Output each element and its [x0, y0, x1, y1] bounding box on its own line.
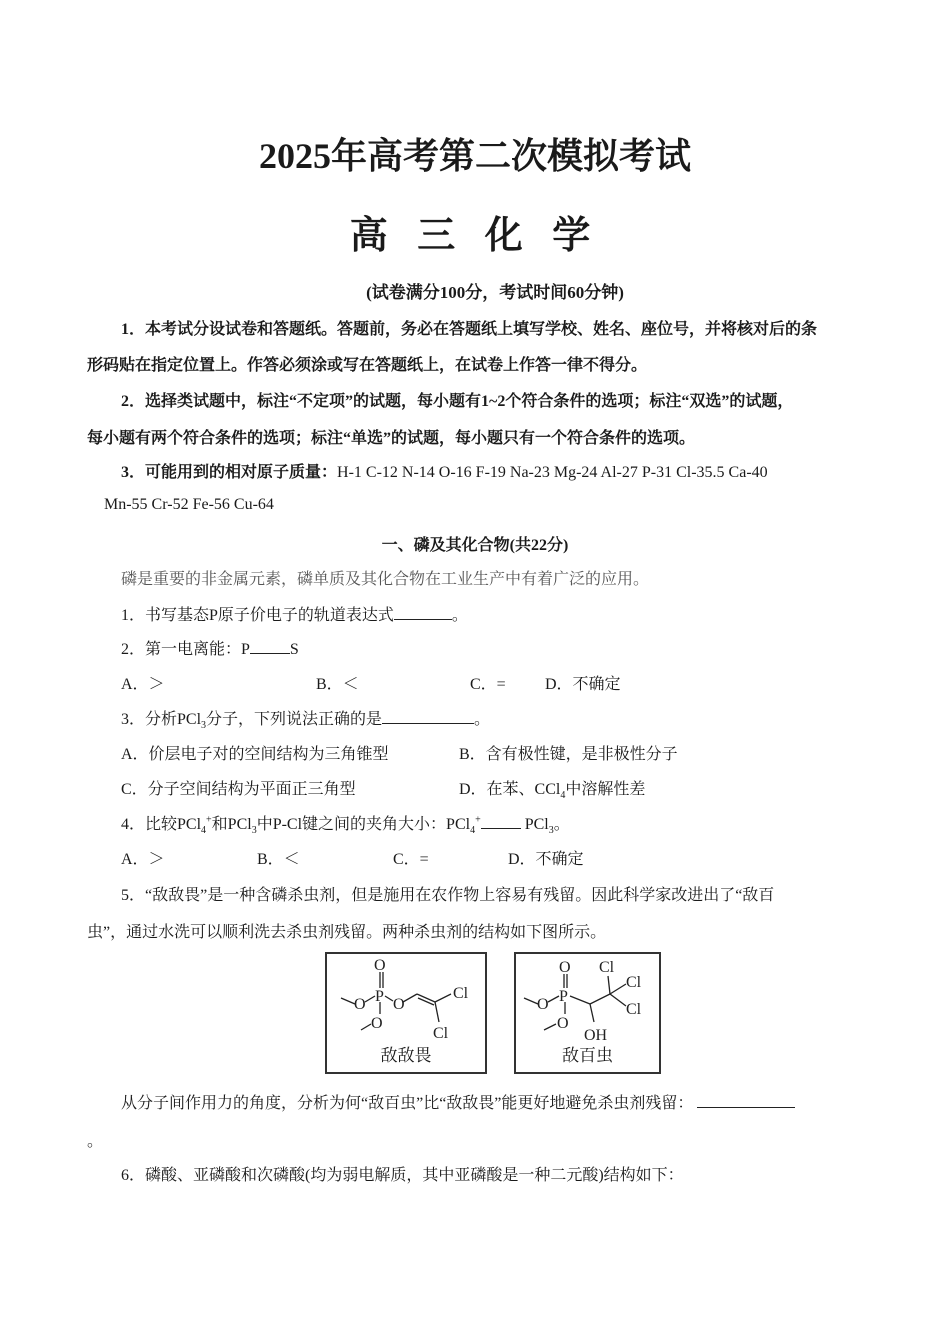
atom-label: Cl — [433, 1025, 449, 1042]
structure-trichlorfon — [514, 952, 661, 1074]
atom-label: O — [354, 996, 366, 1013]
question-6: 6．磷酸、亚磷酸和次磷酸(均为弱电解质，其中亚磷酸是一种二元酸)结构如下： — [121, 1167, 684, 1184]
subscript: 3 — [201, 720, 207, 732]
atom-label: O — [559, 959, 571, 976]
instruction-3-line-1 — [121, 459, 768, 482]
q2-option-c[interactable]: C．= — [470, 676, 506, 693]
subscript: 4 — [560, 790, 566, 802]
question-5-end: 。 — [87, 1133, 104, 1150]
instruction-1-line-1: 1．本考试分设试卷和答题纸。答题前，务必在答题纸上填写学校、姓名、座位号，并将核对后的条 — [121, 321, 818, 338]
instruction-2-line-1: 2．选择类试题中，标注“不定项”的试题，每小题有1~2个符合条件的选项；标注“双选”的试题， — [121, 393, 794, 410]
q4-option-a[interactable]: A．＞ — [121, 851, 165, 868]
question-4 — [121, 811, 570, 836]
question-3-text: 3．分析PCl — [121, 711, 202, 728]
question-4-end: 。 — [553, 816, 570, 833]
question-2 — [121, 636, 299, 659]
q3-option-b[interactable]: B．含有极性键，是非极性分子 — [459, 746, 678, 763]
atom-label: O — [371, 1015, 383, 1032]
q3-option-d-text: D．在苯、CCl — [459, 781, 561, 798]
question-4-text: 4．比较PCl — [121, 816, 202, 833]
answer-blank[interactable] — [394, 605, 452, 620]
subscript: 4 — [201, 825, 207, 837]
atomic-masses: H-1 C-12 N-14 O-16 F-19 Na-23 Mg-24 Al-27 P-31 Cl-35.5 Ca-40 — [337, 464, 768, 481]
q4-option-d[interactable]: D．不确定 — [508, 851, 584, 868]
q4-option-c[interactable]: C．= — [393, 851, 429, 868]
question-4-text: 和PCl — [211, 816, 252, 833]
question-2-end: S — [289, 641, 299, 658]
atom-label: O — [374, 957, 386, 974]
atom-label: Cl — [453, 985, 469, 1002]
question-1-end: 。 — [451, 607, 468, 624]
atom-label: OH — [584, 1027, 608, 1044]
atom-label: Cl — [626, 974, 642, 991]
atom-label: O — [557, 1015, 569, 1032]
figure-caption: 敌敌畏 — [380, 1046, 432, 1065]
q2-option-b[interactable]: B．＜ — [316, 676, 359, 693]
structure-dichlorvos — [325, 952, 487, 1074]
answer-blank[interactable] — [382, 709, 474, 724]
page-title: 2025年高考第二次模拟考试 — [258, 136, 691, 176]
q3-option-c[interactable]: C．分子空间结构为平面正三角型 — [121, 781, 356, 798]
question-3-end: 。 — [474, 711, 491, 728]
figure-caption: 敌百虫 — [562, 1046, 613, 1065]
atom-label: P — [375, 988, 384, 1005]
q3-option-d-text-rest: 中溶解性差 — [565, 781, 646, 798]
subscript: 3 — [548, 825, 554, 837]
subject-title: 高 三 化 学 — [349, 215, 601, 257]
question-5-line-1: 5．“敌敌畏”是一种含磷杀虫剂，但是施用在农作物上容易有残留。因此科学家改进出了“敌百 — [121, 887, 775, 904]
answer-blank[interactable] — [481, 814, 521, 829]
atom-label: O — [537, 996, 549, 1013]
superscript: + — [206, 814, 212, 826]
instruction-2-line-2: 每小题有两个符合条件的选项；标注“单选”的试题，每小题只有一个符合条件的选项。 — [87, 430, 696, 447]
q2-option-a[interactable]: A．＞ — [121, 676, 165, 693]
subscript: 4 — [470, 825, 476, 837]
atom-label: Cl — [626, 1001, 642, 1018]
q4-option-b[interactable]: B．＜ — [257, 851, 300, 868]
q3-option-d[interactable] — [459, 776, 645, 801]
atom-label: P — [559, 988, 568, 1005]
question-5-line-2: 虫”，通过水洗可以顺利洗去杀虫剂残留。两种杀虫剂的结构如下图所示。 — [87, 924, 607, 941]
question-2-text: 2．第一电离能：P — [121, 641, 250, 658]
question-3 — [121, 706, 490, 731]
exam-meta: (试卷满分100分，考试时间60分钟) — [366, 283, 624, 302]
question-4-text: 中P-Cl键之间的夹角大小：PCl — [256, 816, 471, 833]
question-1-text: 1．书写基态P原子价电子的轨道表达式 — [121, 607, 394, 624]
question-5-ask-text: 从分子间作用力的角度，分析为何“敌百虫”比“敌敌畏”能更好地避免杀虫剂残留： — [121, 1095, 694, 1112]
q3-option-a[interactable]: A．价层电子对的空间结构为三角锥型 — [121, 746, 389, 763]
instruction-3-line-2: Mn-55 Cr-52 Fe-56 Cu-64 — [104, 496, 274, 513]
q2-option-d[interactable]: D．不确定 — [545, 676, 621, 693]
subscript: 3 — [251, 825, 257, 837]
question-1 — [121, 602, 468, 625]
question-4-text: PCl — [520, 816, 549, 833]
question-5-ask — [121, 1090, 795, 1113]
question-3-text-rest: 分子，下列说法正确的是 — [206, 711, 383, 728]
instruction-3-label: 3．可能用到的相对原子质量： — [121, 464, 338, 481]
instruction-1-line-2: 形码贴在指定位置上。作答必须涂或写在答题纸上，在试卷上作答一律不得分。 — [87, 357, 648, 374]
section-intro: 磷是重要的非金属元素，磷单质及其化合物在工业生产中有着广泛的应用。 — [121, 571, 650, 588]
section-heading: 一、磷及其化合物(共22分) — [381, 537, 569, 554]
atom-label: O — [393, 996, 405, 1013]
answer-blank[interactable] — [250, 639, 290, 654]
superscript: + — [475, 814, 481, 826]
atom-label: Cl — [599, 959, 615, 976]
answer-blank[interactable] — [697, 1093, 795, 1108]
